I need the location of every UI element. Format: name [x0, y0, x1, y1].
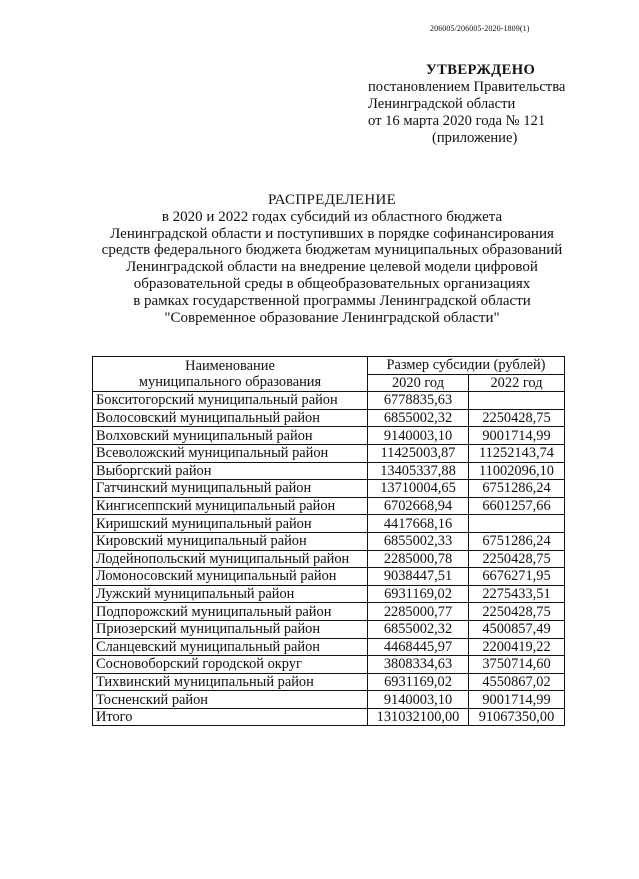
- amount-2022-cell: 3750714,60: [469, 656, 565, 674]
- municipality-cell: Выборгский район: [93, 462, 368, 480]
- amount-2020-cell: 6702668,94: [368, 497, 469, 515]
- amount-2020-cell: 6855002,32: [368, 620, 469, 638]
- amount-2020-cell: 9038447,51: [368, 568, 469, 586]
- municipality-cell: Гатчинский муниципальный район: [93, 480, 368, 498]
- table-row: [93, 427, 565, 445]
- municipality-cell: Тихвинский муниципальный район: [93, 673, 368, 691]
- municipality-cell: Бокситогорский муниципальный район: [93, 392, 368, 410]
- municipality-cell: Всеволожский муниципальный район: [93, 444, 368, 462]
- table-row: [93, 550, 565, 568]
- amount-2020-cell: 13405337,88: [368, 462, 469, 480]
- table-row: [93, 673, 565, 691]
- table-row: [93, 444, 565, 462]
- amount-2022-cell: 2275433,51: [469, 585, 565, 603]
- amount-2022-cell: 91067350,00: [469, 708, 565, 726]
- municipality-cell: Волосовский муниципальный район: [93, 409, 368, 427]
- column-header-2022: 2022 год: [469, 374, 565, 392]
- column-header-name-line1: Наименование: [185, 358, 275, 375]
- document-title: [80, 192, 584, 326]
- subsidy-table: [92, 356, 565, 726]
- amount-2022-cell: 2250428,75: [469, 550, 565, 568]
- table-row: [93, 515, 565, 533]
- amount-2020-cell: 6778835,63: [368, 392, 469, 410]
- amount-2020-cell: 6931169,02: [368, 673, 469, 691]
- title-line: образовательной среды в общеобразовательных организациях: [133, 275, 531, 292]
- amount-2022-cell: 2250428,75: [469, 603, 565, 621]
- title-line: "Современное образование Ленинградской области": [164, 309, 500, 326]
- amount-2022-cell: 9001714,99: [469, 427, 565, 445]
- table-row: [93, 497, 565, 515]
- amount-2022-cell: 6601257,66: [469, 497, 565, 515]
- table-row: [93, 603, 565, 621]
- amount-2020-cell: 6855002,33: [368, 532, 469, 550]
- document-id: 206005/206005-2020-1809(1): [430, 24, 530, 33]
- amount-2022-cell: 11002096,10: [469, 462, 565, 480]
- total-row: [93, 708, 565, 726]
- amount-2020-cell: 6855002,32: [368, 409, 469, 427]
- table-row: [93, 620, 565, 638]
- municipality-cell: Лужский муниципальный район: [93, 585, 368, 603]
- amount-2022-cell: 4500857,49: [469, 620, 565, 638]
- approval-block: [368, 62, 588, 147]
- municipality-cell: Тосненский район: [93, 691, 368, 709]
- amount-2022-cell: 6751286,24: [469, 532, 565, 550]
- column-header-name-line2: муниципального образования: [138, 374, 322, 391]
- title-line: средств федерального бюджета бюджетам муниципальных образований: [101, 242, 563, 259]
- municipality-cell: Лодейнопольский муниципальный район: [93, 550, 368, 568]
- approval-appendix: (приложение): [432, 130, 518, 146]
- amount-2020-cell: 2285000,77: [368, 603, 469, 621]
- approval-line: Ленинградской области: [368, 96, 516, 112]
- municipality-cell: Волховский муниципальный район: [93, 427, 368, 445]
- table-row: [93, 462, 565, 480]
- table-row: [93, 392, 565, 410]
- column-header-name: [93, 357, 368, 392]
- title-heading: РАСПРЕДЕЛЕНИЕ: [267, 192, 397, 208]
- amount-2022-cell: 2200419,22: [469, 638, 565, 656]
- municipality-cell: Кировский муниципальный район: [93, 532, 368, 550]
- amount-2022-cell: 11252143,74: [469, 444, 565, 462]
- table-row: [93, 585, 565, 603]
- amount-2020-cell: 11425003,87: [368, 444, 469, 462]
- municipality-cell: Кингисеппский муниципальный район: [93, 497, 368, 515]
- amount-2022-cell: 4550867,02: [469, 673, 565, 691]
- approval-heading: УТВЕРЖДЕНО: [426, 62, 536, 78]
- amount-2020-cell: 4417668,16: [368, 515, 469, 533]
- amount-2020-cell: 6931169,02: [368, 585, 469, 603]
- municipality-cell: Подпорожский муниципальный район: [93, 603, 368, 621]
- amount-2022-cell: 6751286,24: [469, 480, 565, 498]
- amount-2020-cell: 131032100,00: [368, 708, 469, 726]
- table-row: [93, 532, 565, 550]
- table-row: [93, 691, 565, 709]
- municipality-cell: Ломоносовский муниципальный район: [93, 568, 368, 586]
- amount-2022-cell: 6676271,95: [469, 568, 565, 586]
- title-line: Ленинградской области и поступивших в порядке софинансирования: [110, 225, 554, 242]
- table-row: [93, 656, 565, 674]
- municipality-cell: Киришский муниципальный район: [93, 515, 368, 533]
- column-header-amount: Размер субсидии (рублей): [368, 357, 565, 375]
- amount-2022-cell: 2250428,75: [469, 409, 565, 427]
- approval-line: постановлением Правительства: [368, 79, 566, 95]
- amount-2022-cell: 9001714,99: [469, 691, 565, 709]
- municipality-cell: Итого: [93, 708, 368, 726]
- municipality-cell: Сланцевский муниципальный район: [93, 638, 368, 656]
- title-line: в 2020 и 2022 годах субсидий из областного бюджета: [161, 208, 503, 225]
- table-row: [93, 568, 565, 586]
- table-row: [93, 409, 565, 427]
- amount-2020-cell: 2285000,78: [368, 550, 469, 568]
- amount-2020-cell: 13710004,65: [368, 480, 469, 498]
- approval-line: от 16 марта 2020 года № 121: [368, 113, 546, 129]
- amount-2022-cell: [469, 515, 565, 533]
- amount-2020-cell: 4468445,97: [368, 638, 469, 656]
- amount-2020-cell: 3808334,63: [368, 656, 469, 674]
- municipality-cell: Приозерский муниципальный район: [93, 620, 368, 638]
- title-line: Ленинградской области на внедрение целевой модели цифровой: [126, 259, 538, 276]
- amount-2020-cell: 9140003,10: [368, 691, 469, 709]
- municipality-cell: Сосновоборский городской округ: [93, 656, 368, 674]
- table-row: [93, 480, 565, 498]
- amount-2020-cell: 9140003,10: [368, 427, 469, 445]
- column-header-2020: 2020 год: [368, 374, 469, 392]
- title-line: в рамках государственной программы Ленинградской области: [133, 292, 531, 309]
- table-row: [93, 638, 565, 656]
- amount-2022-cell: [469, 392, 565, 410]
